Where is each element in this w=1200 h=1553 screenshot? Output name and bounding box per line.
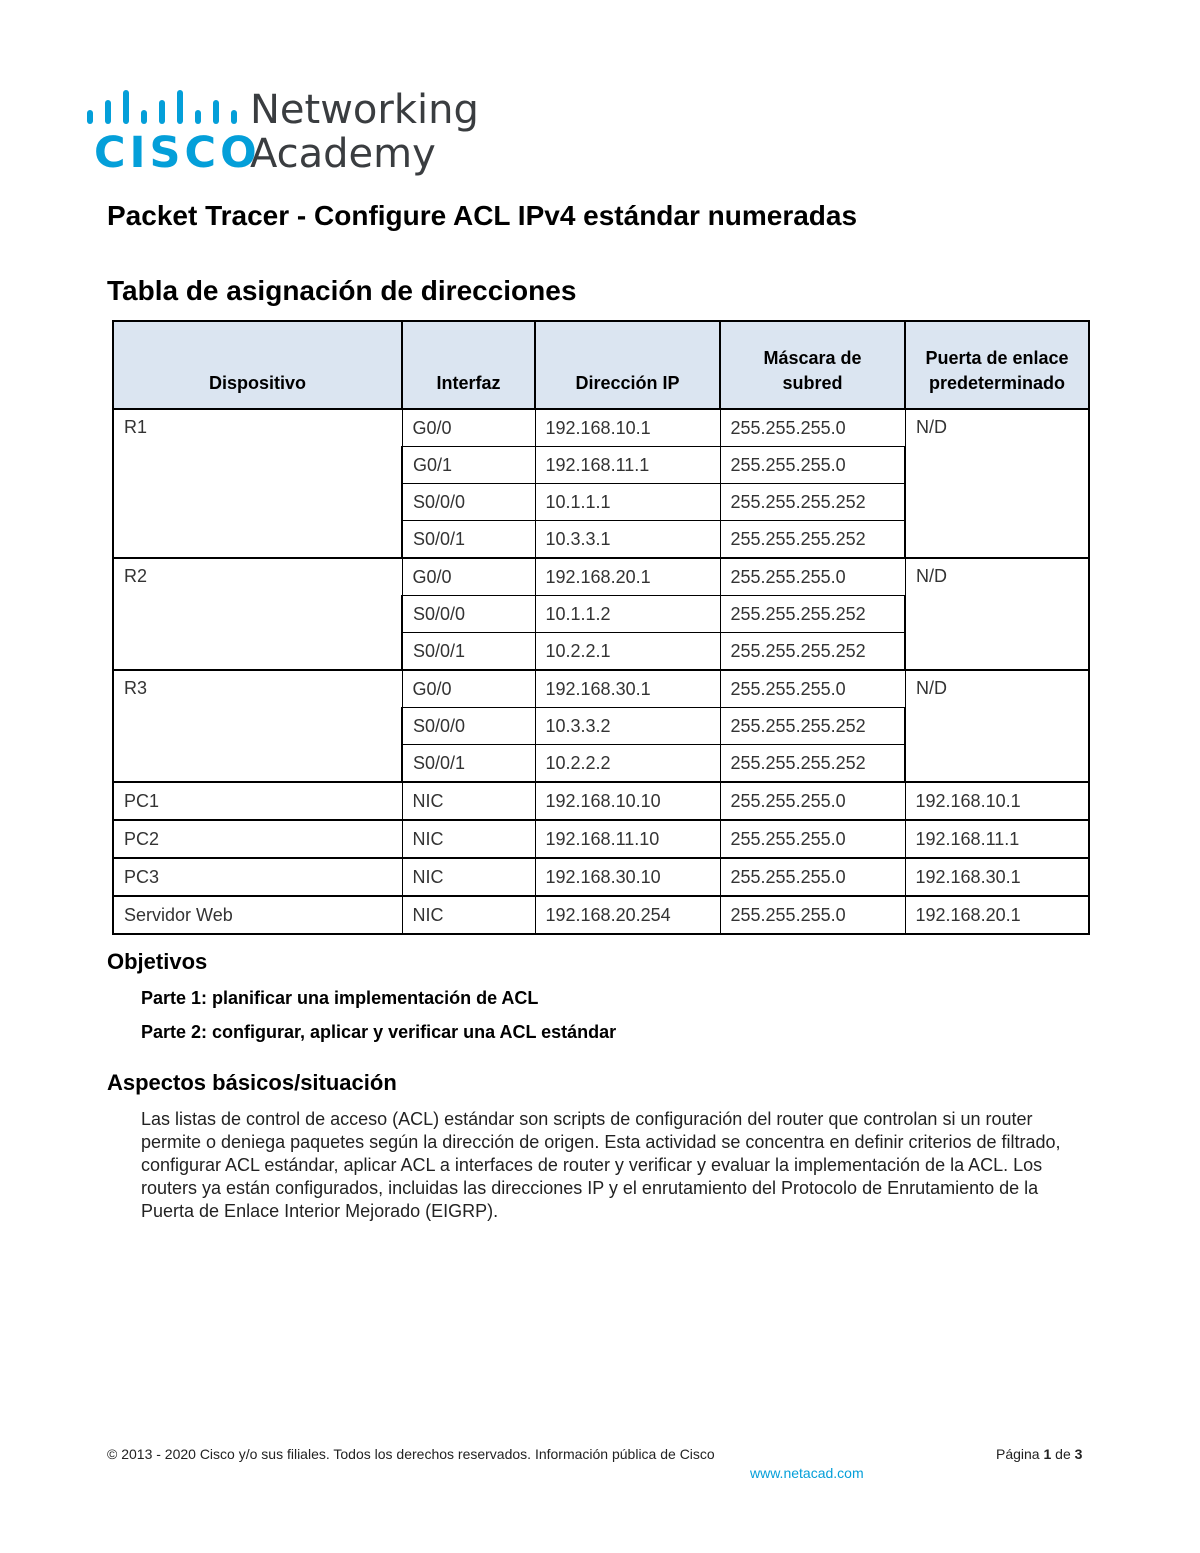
cisco-wordmark: CISCO (94, 128, 261, 178)
table-row (113, 558, 1089, 596)
mask-cell: 255.255.255.252 (720, 745, 905, 783)
table-row (113, 858, 1089, 896)
gateway-cell: 192.168.20.1 (905, 896, 1089, 934)
interface-cell: NIC (402, 820, 535, 858)
ip-cell: 192.168.10.10 (535, 782, 720, 820)
col-header-device: Dispositivo (113, 321, 402, 409)
ip-cell: 10.2.2.2 (535, 745, 720, 783)
table-row (113, 782, 1089, 820)
interface-cell: G0/0 (402, 558, 535, 596)
table-header-row (113, 321, 1089, 409)
ip-cell: 10.1.1.2 (535, 596, 720, 633)
mask-cell: 255.255.255.0 (720, 820, 905, 858)
mask-cell: 255.255.255.0 (720, 409, 905, 447)
objective-part-2: Parte 2: configurar, aplicar y verificar una ACL estándar (141, 1022, 617, 1042)
cisco-networking-academy-logo (82, 86, 482, 186)
ip-cell: 192.168.30.1 (535, 670, 720, 708)
device-cell: PC2 (113, 820, 402, 858)
ip-cell: 10.1.1.1 (535, 484, 720, 521)
gateway-cell: 192.168.10.1 (905, 782, 1089, 820)
interface-cell: S0/0/1 (402, 745, 535, 783)
table-row (113, 896, 1089, 934)
device-cell: PC1 (113, 782, 402, 820)
footer-copyright: © 2013 - 2020 Cisco y/o sus filiales. Todos los derechos reservados. Información pública de Cisco (107, 1446, 715, 1462)
mask-cell: 255.255.255.252 (720, 708, 905, 745)
mask-cell: 255.255.255.252 (720, 521, 905, 559)
interface-cell: S0/0/1 (402, 633, 535, 671)
ip-cell: 192.168.10.1 (535, 409, 720, 447)
interface-cell: NIC (402, 858, 535, 896)
interface-cell: G0/1 (402, 447, 535, 484)
background-paragraph: Las listas de control de acceso (ACL) estándar son scripts de configuración del router que controlan si un router permite o deniega paquetes según la dirección de origen. Esta actividad se concentra en definir criterios de filtrado, configurar ACL estándar, aplicar ACL a interfaces de router y verificar y evaluar la implementación de la ACL. Los routers ya están configurados, incluidas las direcciones IP y el enrutamiento del Protocolo de Enrutamiento de la Puerta de Enlace Interior Mejorado (EIGRP). (141, 1109, 1061, 1221)
mask-cell: 255.255.255.252 (720, 596, 905, 633)
objective-part-1: Parte 1: planificar una implementación de ACL (141, 988, 539, 1008)
ip-cell: 10.2.2.1 (535, 633, 720, 671)
interface-cell: S0/0/0 (402, 484, 535, 521)
col-header-interface: Interfaz (402, 321, 535, 409)
mask-cell: 255.255.255.0 (720, 896, 905, 934)
interface-cell: S0/0/1 (402, 521, 535, 559)
mask-cell: 255.255.255.0 (720, 782, 905, 820)
device-cell: R3 (113, 670, 402, 782)
mask-cell: 255.255.255.0 (720, 670, 905, 708)
gateway-cell: N/D (905, 670, 1089, 782)
interface-cell: G0/0 (402, 670, 535, 708)
footer-page-number: Página 1 de 3 (996, 1446, 1083, 1462)
ip-cell: 192.168.11.10 (535, 820, 720, 858)
logo-academy-text: Academy (250, 131, 436, 177)
table-row (113, 409, 1089, 447)
device-cell: R2 (113, 558, 402, 670)
gateway-cell: N/D (905, 409, 1089, 558)
col-header-mask: Máscara de subred (720, 321, 905, 409)
col-header-gateway: Puerta de enlace predeterminado (905, 321, 1089, 409)
table-row (113, 670, 1089, 708)
ip-cell: 192.168.20.1 (535, 558, 720, 596)
ip-cell: 10.3.3.1 (535, 521, 720, 559)
device-cell: R1 (113, 409, 402, 558)
col-header-ip: Dirección IP (535, 321, 720, 409)
interface-cell: NIC (402, 896, 535, 934)
mask-cell: 255.255.255.252 (720, 633, 905, 671)
device-cell: Servidor Web (113, 896, 402, 934)
ip-cell: 192.168.30.10 (535, 858, 720, 896)
mask-cell: 255.255.255.252 (720, 484, 905, 521)
cisco-bars-icon (82, 86, 242, 130)
gateway-cell: 192.168.11.1 (905, 820, 1089, 858)
interface-cell: S0/0/0 (402, 708, 535, 745)
device-cell: PC3 (113, 858, 402, 896)
ip-cell: 192.168.20.254 (535, 896, 720, 934)
mask-cell: 255.255.255.0 (720, 447, 905, 484)
interface-cell: G0/0 (402, 409, 535, 447)
document-title: Packet Tracer - Configure ACL IPv4 estándar numeradas (107, 200, 858, 231)
background-heading: Aspectos básicos/situación (107, 1070, 397, 1095)
interface-cell: S0/0/0 (402, 596, 535, 633)
ip-cell: 192.168.11.1 (535, 447, 720, 484)
footer-link-netacad[interactable]: www.netacad.com (750, 1465, 864, 1481)
addressing-table-heading: Tabla de asignación de direcciones (107, 275, 577, 306)
mask-cell: 255.255.255.0 (720, 858, 905, 896)
interface-cell: NIC (402, 782, 535, 820)
gateway-cell: N/D (905, 558, 1089, 670)
gateway-cell: 192.168.30.1 (905, 858, 1089, 896)
logo-networking-text: Networking (250, 87, 479, 133)
ip-cell: 10.3.3.2 (535, 708, 720, 745)
table-row (113, 820, 1089, 858)
objectives-heading: Objetivos (107, 949, 208, 974)
mask-cell: 255.255.255.0 (720, 558, 905, 596)
addressing-table (112, 320, 1090, 935)
